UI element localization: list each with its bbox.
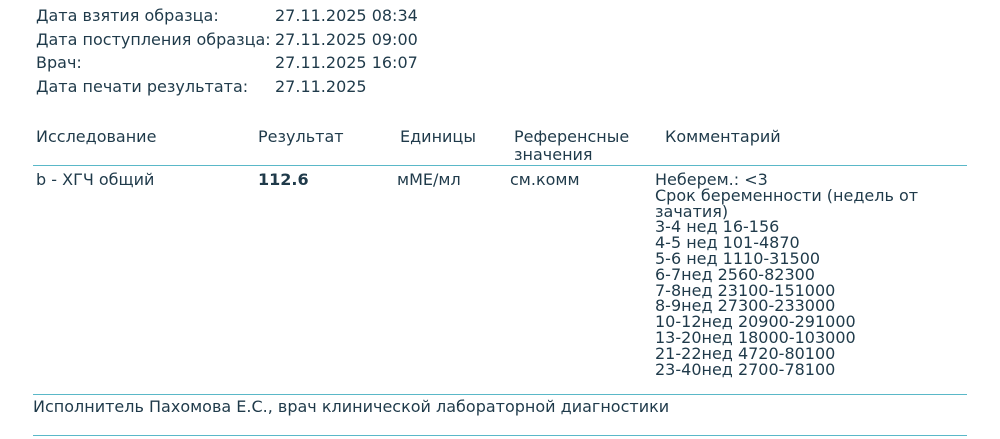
comment-line: Неберем.: <3 [655,170,768,189]
meta-label: Врач: [36,53,82,72]
cell-result-value: 112.6 [258,170,309,189]
header-comment: Комментарий [665,127,781,146]
comment-line: 4-5 нед 101-4870 [655,233,800,253]
meta-value: 27.11.2025 08:34 [275,6,418,25]
header-units: Единицы [400,127,476,146]
comment-line: 5-6 нед 1110-31500 [655,248,821,268]
comment-line: 7-8нед 23100-151000 [655,280,836,300]
comment-line: 13-20нед 18000-103000 [655,327,856,347]
comment-line: 23-40нед 2700-78100 [655,359,836,379]
meta-value: 27.11.2025 16:07 [275,53,418,72]
cell-comment [655,172,918,377]
cell-reference: см.комм [510,170,580,189]
meta-label: Дата поступления образца: [36,30,271,49]
cell-test-name: b - ХГЧ общий [36,170,155,189]
comment-line: 3-4 нед 16-156 [655,217,780,237]
comment-line: 6-7нед 2560-82300 [655,264,815,284]
header-test: Исследование [36,127,157,146]
cell-units: мМЕ/мл [397,170,461,189]
performer-signature: Исполнитель Пахомова Е.С., врач клинической лабораторной диагностики [33,397,670,416]
row-divider [33,394,967,395]
header-divider [33,165,967,166]
comment-line: Срок беременности (недель от [655,185,919,205]
comment-line: зачатия) [655,201,729,221]
header-reference-line1: Референсные [514,127,630,146]
comment-line: 21-22нед 4720-80100 [655,343,836,363]
comment-line: 8-9нед 27300-233000 [655,296,836,316]
footer-divider [33,435,967,436]
meta-label: Дата взятия образца: [36,6,219,25]
meta-value: 27.11.2025 [275,77,367,96]
meta-value: 27.11.2025 09:00 [275,30,418,49]
header-reference-line2: значения [514,145,593,164]
meta-label: Дата печати результата: [36,77,249,96]
header-result: Результат [258,127,344,146]
comment-line: 10-12нед 20900-291000 [655,312,856,332]
